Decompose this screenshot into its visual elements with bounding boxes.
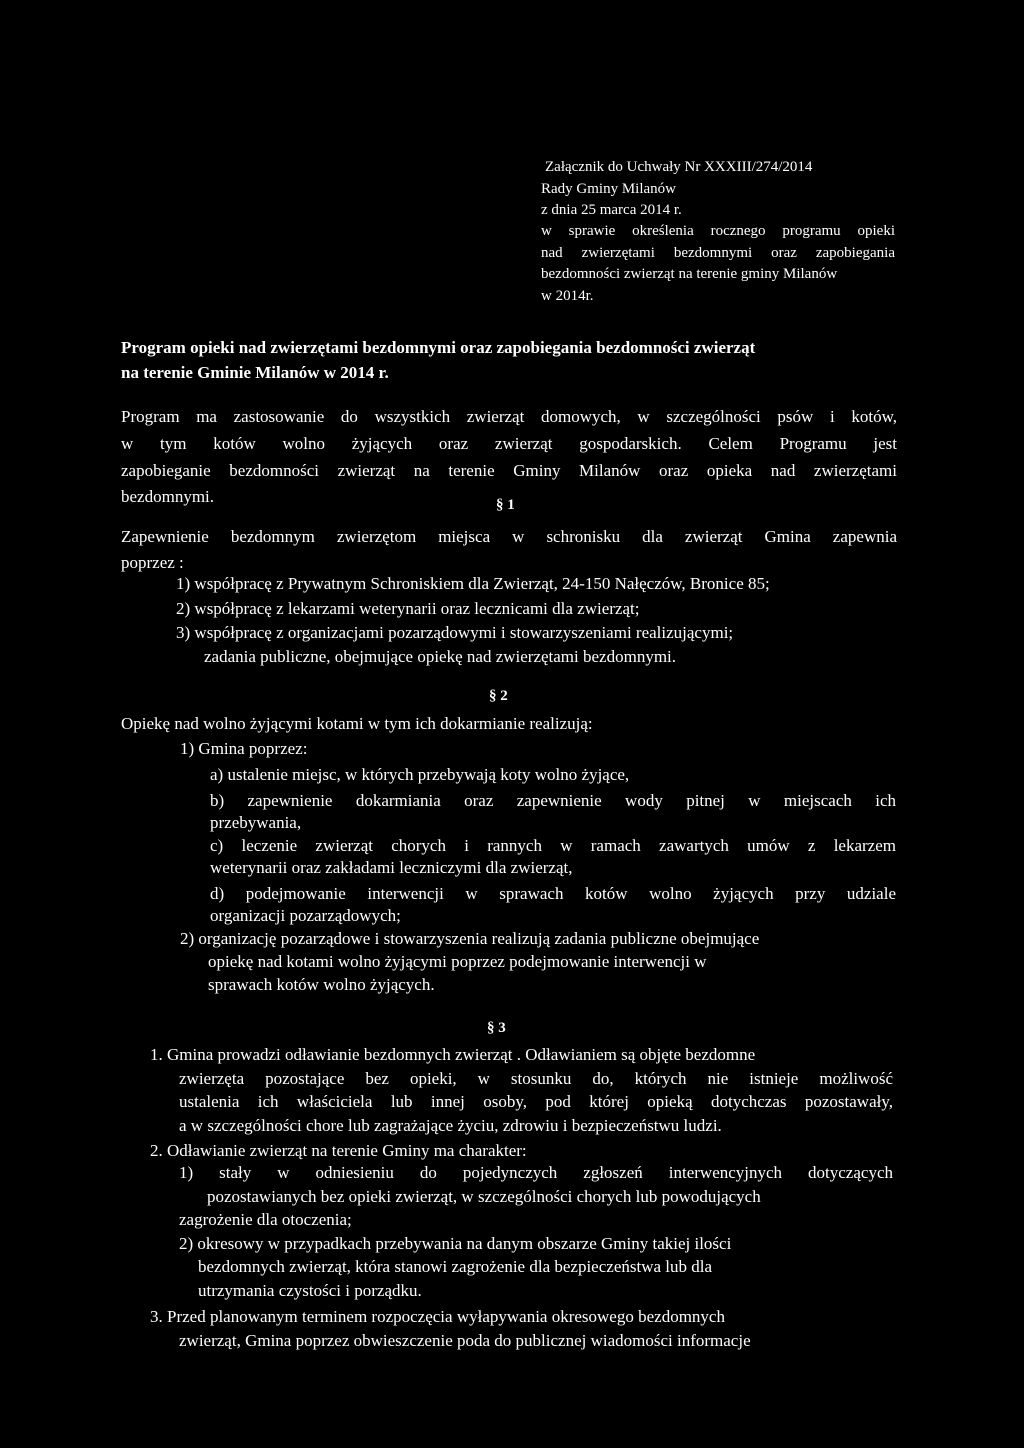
section-heading: § 2	[489, 688, 508, 704]
list-item: a) ustalenie miejsc, w których przebywają koty wolno żyjące,	[210, 765, 630, 784]
list-item: opiekę nad kotami wolno żyjącymi poprzez podejmowanie interwencji w	[208, 952, 707, 971]
list-item: utrzymania czystości i porządku.	[198, 1281, 422, 1300]
intro-line: bezdomnymi.	[121, 487, 215, 506]
intro-line: w tym kotów wolno żyjących oraz zwierząt gospodarskich. Celem Programu jest	[121, 434, 897, 453]
title-line: na terenie Gminie Milanów w 2014 r.	[121, 363, 389, 382]
header-line: z dnia 25 marca 2014 r.	[541, 202, 682, 218]
list-item: zagrożenie dla otoczenia;	[179, 1210, 352, 1229]
paragraph-line: 3. Przed planowanym terminem rozpoczęcia wyłapywania okresowego bezdomnych	[150, 1307, 725, 1326]
paragraph-line: a w szczególności chore lub zagrażające życiu, zdrowiu i bezpieczeństwu ludzi.	[179, 1116, 722, 1135]
section-heading: § 1	[496, 497, 515, 513]
list-item: 1) Gmina poprzez:	[180, 739, 308, 758]
section-text: poprzez :	[121, 553, 184, 572]
list-item: 2) współpracę z lekarzami weterynarii oraz lecznicami dla zwierząt;	[176, 599, 640, 618]
list-item: 2) okresowy w przypadkach przebywania na danym obszarze Gminy takiej ilości	[179, 1234, 732, 1253]
section-heading: § 3	[487, 1020, 506, 1036]
header-line: nad zwierzętami bezdomnymi oraz zapobiegania	[541, 245, 895, 261]
list-item: przebywania,	[210, 813, 302, 832]
list-item: 2) organizację pozarządowe i stowarzyszenia realizują zadania publiczne obejmujące	[180, 929, 760, 948]
list-item: 1) stały w odniesieniu do pojedynczych zgłoszeń interwencyjnych dotyczących	[179, 1163, 893, 1182]
section-text: Zapewnienie bezdomnym zwierzętom miejsca w schronisku dla zwierząt Gmina zapewnia	[121, 527, 897, 546]
list-item: c) leczenie zwierząt chorych i rannych w ramach zawartych umów z lekarzem	[210, 836, 896, 855]
paragraph-line: zwierząt, Gmina poprzez obwieszczenie poda do publicznej wiadomości informacje	[179, 1331, 751, 1350]
title-line: Program opieki nad zwierzętami bezdomnymi oraz zapobiegania bezdomności zwierząt	[121, 338, 756, 357]
list-item: 3) współpracę z organizacjami pozarządowymi i stowarzyszeniami realizującymi;	[176, 623, 734, 642]
header-line: w sprawie określenia rocznego programu opieki	[541, 223, 895, 239]
intro-line: zapobieganie bezdomności zwierząt na terenie Gminy Milanów oraz opieka nad zwierzętami	[121, 461, 897, 480]
paragraph-line: 1. Gmina prowadzi odławianie bezdomnych zwierząt . Odławianiem są objęte bezdomne	[150, 1045, 756, 1064]
list-item: bezdomnych zwierząt, która stanowi zagrożenie dla bezpieczeństwa lub dla	[198, 1257, 713, 1276]
list-item: pozostawianych bez opieki zwierząt, w szczególności chorych lub powodujących	[207, 1187, 761, 1206]
list-item: zadania publiczne, obejmujące opiekę nad zwierzętami bezdomnymi.	[204, 647, 677, 666]
header-line: Załącznik do Uchwały Nr XXXIII/274/2014	[545, 159, 813, 175]
intro-line: Program ma zastosowanie do wszystkich zwierząt domowych, w szczególności psów i kotów,	[121, 407, 897, 426]
paragraph-line: 2. Odławianie zwierząt na terenie Gminy ma charakter:	[150, 1141, 527, 1160]
list-item: 1) współpracę z Prywatnym Schroniskiem dla Zwierząt, 24-150 Nałęczów, Bronice 85;	[176, 574, 770, 593]
list-item: sprawach kotów wolno żyjących.	[208, 975, 435, 994]
paragraph-line: zwierzęta pozostające bez opieki, w stosunku do, których nie istnieje możliwość	[179, 1069, 893, 1088]
header-line: Rady Gminy Milanów	[541, 181, 676, 197]
header-line: bezdomności zwierząt na terenie gminy Milanów	[541, 266, 838, 282]
list-item: d) podejmowanie interwencji w sprawach kotów wolno żyjących przy udziale	[210, 884, 896, 903]
header-line: w 2014r.	[541, 288, 594, 304]
section-text: Opiekę nad wolno żyjącymi kotami w tym ich dokarmianie realizują:	[121, 714, 593, 733]
paragraph-line: ustalenia ich właściciela lub innej osoby, pod której opieką dotychczas pozostawały,	[179, 1092, 893, 1111]
list-item: weterynarii oraz zakładami leczniczymi dla zwierząt,	[210, 858, 573, 877]
list-item: b) zapewnienie dokarmiania oraz zapewnienie wody pitnej w miejscach ich	[210, 791, 896, 810]
list-item: organizacji pozarządowych;	[210, 906, 401, 925]
